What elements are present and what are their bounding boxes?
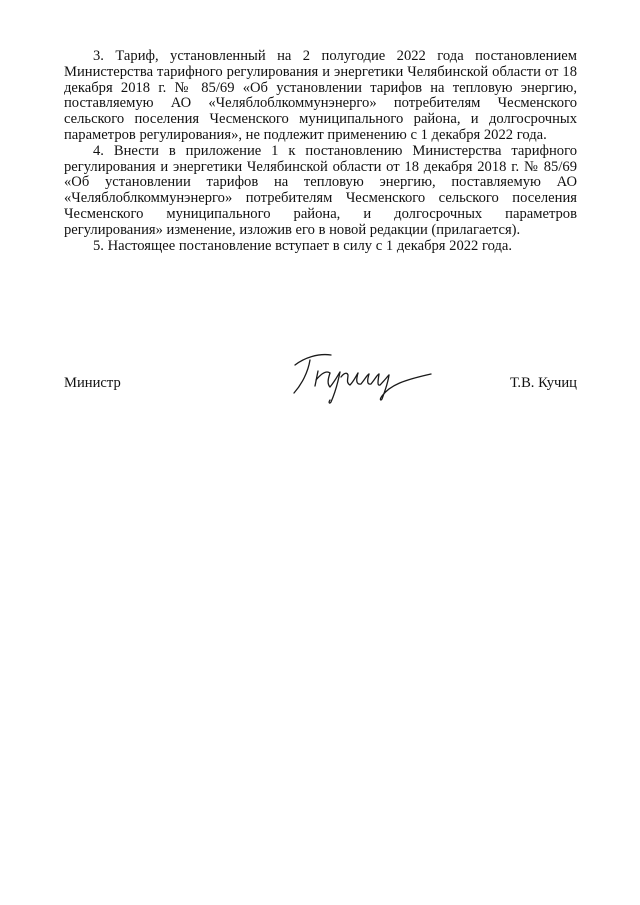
signer-name: Т.В. Кучиц bbox=[509, 375, 577, 391]
paragraph-3: 3. Тариф, установленный на 2 полугодие 2022 года постановлением Министерства тарифного регулирования и энергетики Челябинской области от 18 декабря 2018 г. № 85/69 «Об установлении тарифов на тепловую энергию, поставляемую АО «Челяблоблкоммунэнерго» потребителям Чесменского сельского поселения Чесменского муниципального района, и долгосрочных параметров регулирования», не подлежит применению с 1 декабря 2022 года. bbox=[64, 48, 577, 143]
handwritten-signature bbox=[286, 345, 436, 405]
paragraph-5: 5. Настоящее постановление вступает в силу с 1 декабря 2022 года. bbox=[93, 237, 513, 254]
signature-block bbox=[64, 345, 577, 415]
signer-position: Министр bbox=[64, 375, 121, 391]
document-body bbox=[64, 49, 577, 254]
paragraph-4: 4. Внести в приложение 1 к постановлению Министерства тарифного регулирования и энергетики Челябинской области от 18 декабря 2018 г. № 85/69 «Об установлении тарифов на тепловую энергию, поставляемую АО «Челяблоблкоммунэнерго» потребителям Чесменского сельского поселения Чесменского муниципального района, и долгосрочных параметров регулирования» изменение, изложив его в новой редакции (прилагается). bbox=[64, 142, 577, 238]
